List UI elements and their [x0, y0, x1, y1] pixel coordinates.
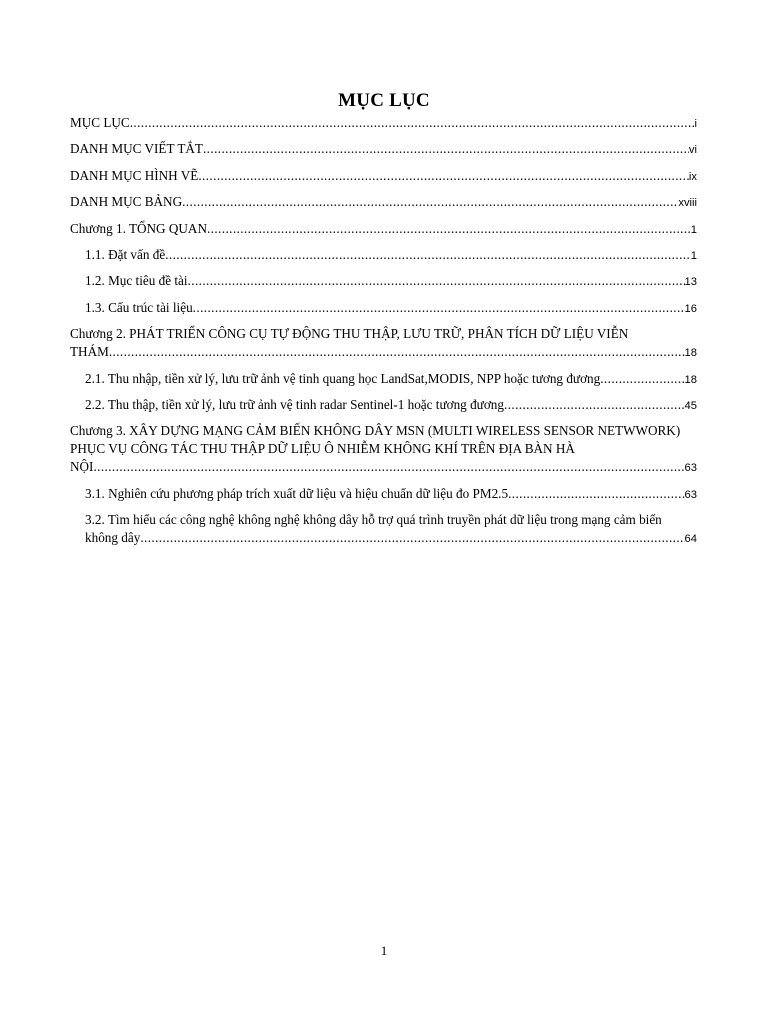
toc-entry-text: DANH MỤC VIẾT TẮT: [70, 141, 203, 157]
toc-entry-text: Chương 1. TỔNG QUAN: [70, 220, 207, 236]
dot-leader: [130, 114, 695, 132]
dot-leader: [109, 343, 685, 361]
toc-title: MỤC LỤC: [338, 90, 430, 111]
toc-entry-text: MỤC LỤC: [70, 115, 130, 130]
toc-entry[interactable]: [70, 140, 697, 159]
toc-list: [70, 114, 697, 555]
toc-entry-line: [70, 140, 697, 159]
toc-entry[interactable]: [70, 422, 697, 477]
toc-entry-page: ix: [688, 170, 697, 183]
toc-entry-text: DANH MỤC HÌNH VẼ: [70, 167, 199, 183]
dot-leader: [203, 140, 689, 158]
dot-leader: [140, 529, 684, 547]
toc-entry[interactable]: [70, 370, 697, 389]
toc-entry[interactable]: [70, 246, 697, 265]
toc-entry-page: 16: [684, 302, 697, 315]
toc-entry[interactable]: [70, 167, 697, 186]
toc-entry-line: [70, 193, 697, 212]
toc-entry-line: [70, 220, 697, 239]
toc-entry-page: 13: [684, 276, 697, 289]
dot-leader: [504, 396, 685, 414]
toc-entry-text-line: Chương 2. PHÁT TRIỂN CÔNG CỤ TỰ ĐỘNG THU THẬP, LƯU TRỮ, PHÂN TÍCH DỮ LIỆU VIỄN: [70, 326, 629, 342]
toc-entry-line: [70, 167, 697, 186]
toc-entry-page: 45: [684, 399, 697, 412]
dot-leader: [182, 193, 678, 211]
toc-entry-page: 63: [684, 462, 697, 475]
dot-leader: [93, 458, 684, 476]
toc-entry[interactable]: [70, 220, 697, 239]
toc-entry-page: i: [694, 118, 697, 130]
dot-leader: [193, 299, 685, 317]
toc-entry-line: [85, 370, 697, 389]
toc-entry-page: 1: [690, 249, 697, 262]
toc-entry-text: 1.1. Đặt vấn đề: [85, 246, 166, 262]
toc-entry[interactable]: [70, 114, 697, 133]
dot-leader: [600, 370, 684, 388]
toc-entry-text: không dây: [85, 530, 141, 546]
toc-entry[interactable]: [70, 193, 697, 212]
toc-entry-text: DANH MỤC BẢNG: [70, 194, 183, 210]
page-number: 1: [380, 943, 388, 958]
toc-entry-page: 64: [684, 533, 697, 546]
toc-entry-text: 2.1. Thu nhập, tiền xử lý, lưu trữ ảnh vệ tinh quang học LandSat,MODIS, NPP hoặc tương đương: [85, 370, 601, 386]
toc-entry-page: vi: [688, 144, 697, 157]
toc-entry-line: [70, 114, 697, 133]
dot-leader: [198, 167, 689, 185]
toc-entry-line: [85, 396, 697, 415]
toc-entry-text: 3.1. Nghiên cứu phương pháp trích xuất dữ liệu và hiệu chuẩn dữ liệu đo PM2.5: [85, 485, 509, 501]
dot-leader: [188, 272, 685, 290]
toc-entry[interactable]: [70, 485, 697, 504]
toc-entry[interactable]: [70, 299, 697, 318]
dot-leader: [207, 220, 691, 238]
toc-entry-page: 18: [684, 373, 697, 386]
dot-leader: [165, 246, 691, 264]
toc-entry-text-line: 3.2. Tìm hiểu các công nghệ không nghệ không dây hỗ trợ quá trình truyền phát dữ liệu trong mạng cảm biến: [85, 512, 662, 528]
toc-entry-text-line: Chương 3. XÂY DỰNG MẠNG CẢM BIẾN KHÔNG DÂY MSN (MULTI WIRELESS SENSOR NETWWORK) PHỤC VỤ CÔNG TÁC THU THẬP DỮ LIỆU Ô NHIỄM KHÔNG KHÍ TRÊN ĐỊA BÀN HÀ: [70, 423, 681, 457]
toc-entry-line: [70, 343, 697, 362]
toc-entry-page: xviii: [678, 197, 697, 210]
toc-entry[interactable]: [70, 396, 697, 415]
toc-entry-line: [85, 299, 697, 318]
toc-entry[interactable]: [70, 272, 697, 291]
toc-entry-page: 18: [684, 347, 697, 360]
toc-entry-page: 63: [684, 488, 697, 501]
toc-entry-line: [85, 272, 697, 291]
toc-entry-line: [85, 485, 697, 504]
toc-entry-text: THÁM: [70, 344, 109, 360]
toc-entry-text: 2.2. Thu thập, tiền xử lý, lưu trữ ảnh vệ tinh radar Sentinel-1 hoặc tương đương: [85, 396, 504, 412]
dot-leader: [508, 485, 684, 503]
toc-entry[interactable]: [70, 325, 697, 362]
toc-entry[interactable]: [70, 511, 697, 548]
toc-entry-line: [70, 458, 697, 477]
toc-entry-text: 1.3. Cấu trúc tài liệu: [85, 299, 193, 315]
toc-entry-page: 1: [690, 223, 697, 236]
toc-entry-text: NỘI: [70, 459, 94, 475]
toc-entry-line: [85, 246, 697, 265]
toc-entry-text: 1.2. Mục tiêu đề tài: [85, 273, 188, 289]
toc-entry-line: [85, 529, 697, 548]
